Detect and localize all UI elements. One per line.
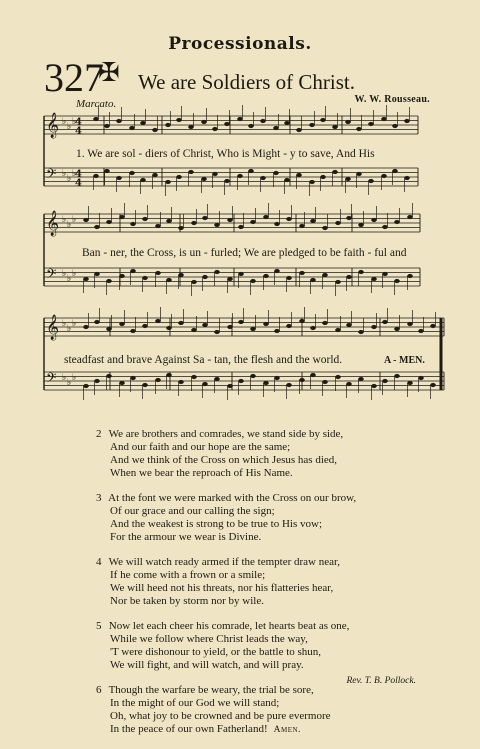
note-head	[345, 120, 350, 124]
note-head	[165, 180, 170, 184]
note-head	[176, 175, 181, 179]
note-head	[404, 119, 409, 123]
verse-line: We will heed not his threats, nor his flatteries hear,	[110, 582, 334, 594]
note-head	[371, 218, 376, 222]
verse-line: If he come with a frown or a smile;	[110, 569, 266, 581]
note-head	[332, 170, 337, 174]
note-head	[346, 382, 351, 386]
note-head	[322, 273, 327, 277]
note-head	[309, 123, 314, 127]
verse-line: We will watch ready armed if the tempter draw near,	[108, 556, 340, 568]
note-head	[332, 125, 337, 129]
flat-sign-icon: ♭	[72, 169, 77, 179]
verse-line: Though the warfare be weary, the trial be sore,	[108, 684, 314, 696]
note-head	[93, 174, 98, 178]
note-head	[178, 321, 183, 325]
note-head	[191, 328, 196, 332]
time-signature: 4	[75, 169, 82, 180]
verse-line: Of our grace and our calling the sign;	[110, 505, 275, 517]
note-head	[202, 382, 207, 386]
note-head	[165, 123, 170, 127]
note-head	[382, 379, 387, 383]
flat-sign-icon: ♭	[67, 174, 72, 184]
note-head	[263, 274, 268, 278]
note-head	[335, 375, 340, 379]
lyric-line-1: 1. We are sol - diers of Christ, Who is Might - y to save, And His	[76, 148, 375, 160]
verse-line: Oh, what joy to be crowned and be pure evermore	[110, 710, 331, 722]
verse-number: 6	[96, 684, 102, 696]
verses	[96, 428, 426, 749]
verse-line: When we bear the reproach of His Name.	[110, 467, 293, 479]
note-head	[296, 128, 301, 132]
bass-clef-icon: 𝄢	[46, 166, 57, 185]
flat-sign-icon: ♭	[67, 274, 72, 284]
note-head	[83, 325, 88, 329]
note-head	[176, 118, 181, 122]
time-signature: 4	[75, 178, 82, 189]
note-head	[358, 377, 363, 381]
note-head	[263, 322, 268, 326]
note-head	[94, 225, 99, 229]
note-head	[201, 177, 206, 181]
note-head	[119, 381, 124, 385]
note-head	[273, 171, 278, 175]
verse-3	[96, 492, 426, 544]
note-head	[381, 174, 386, 178]
flat-sign-icon: ♭	[67, 122, 72, 132]
section-header: Processionals.	[168, 34, 312, 54]
note-head	[104, 124, 109, 128]
note-head	[356, 172, 361, 176]
note-head	[274, 376, 279, 380]
composer-credit: W. W. Rousseau.	[354, 94, 430, 105]
tempo-marking: Marcato.	[76, 98, 117, 110]
note-head	[381, 117, 386, 121]
note-head	[191, 375, 196, 379]
note-head	[418, 329, 423, 333]
note-head	[322, 380, 327, 384]
note-head	[224, 179, 229, 183]
note-head	[237, 174, 242, 178]
flat-sign-icon: ♭	[62, 269, 67, 279]
note-head	[382, 272, 387, 276]
treble-clef-icon: 𝄞	[46, 113, 60, 138]
note-head	[345, 177, 350, 181]
cross-icon: ✠	[98, 58, 120, 88]
note-head	[371, 384, 376, 388]
verse-number: 5	[96, 620, 102, 632]
note-head	[263, 215, 268, 219]
note-head	[394, 220, 399, 224]
note-head	[394, 327, 399, 331]
flat-sign-icon: ♭	[62, 373, 67, 383]
verse-line: And we think of the Cross on which Jesus has died,	[110, 454, 338, 466]
note-head	[191, 221, 196, 225]
flat-sign-icon: ♭	[67, 220, 72, 230]
note-head	[214, 377, 219, 381]
note-head	[322, 226, 327, 230]
note-head	[104, 169, 109, 173]
flat-sign-icon: ♭	[62, 117, 67, 127]
note-head	[248, 124, 253, 128]
note-head	[227, 277, 232, 281]
note-head	[320, 118, 325, 122]
verse-line: We will fight, and will watch, and will pray.	[110, 659, 304, 671]
note-head	[250, 327, 255, 331]
note-head	[394, 279, 399, 283]
lyric-line-2: Ban - ner, the Cross, is un - furled; We are pledged to be faith - ful and	[82, 247, 407, 259]
note-head	[106, 220, 111, 224]
note-head	[130, 329, 135, 333]
note-head	[260, 176, 265, 180]
note-head	[248, 169, 253, 173]
lyric-amen: A - MEN.	[384, 355, 425, 366]
note-head	[368, 179, 373, 183]
note-head	[166, 219, 171, 223]
note-head	[142, 383, 147, 387]
note-head	[155, 271, 160, 275]
verse-number: 2	[96, 428, 102, 440]
note-head	[286, 276, 291, 280]
note-head	[152, 128, 157, 132]
note-head	[404, 176, 409, 180]
note-head	[418, 376, 423, 380]
treble-clef-icon: 𝄞	[46, 211, 60, 236]
note-head	[166, 373, 171, 377]
note-head	[155, 224, 160, 228]
verse-line: 'T were dishonour to yield, or the battle to shun,	[110, 646, 322, 658]
note-head	[212, 172, 217, 176]
note-head	[358, 223, 363, 227]
note-head	[250, 374, 255, 378]
note-head	[201, 120, 206, 124]
note-head	[83, 384, 88, 388]
note-head	[188, 125, 193, 129]
note-head	[286, 217, 291, 221]
note-head	[320, 175, 325, 179]
flat-sign-icon: ♭	[62, 169, 67, 179]
note-head	[227, 218, 232, 222]
note-head	[119, 322, 124, 326]
verse-4	[96, 556, 426, 608]
note-head	[238, 225, 243, 229]
note-head	[368, 122, 373, 126]
time-signature: 4	[75, 117, 82, 128]
note-head	[274, 269, 279, 273]
note-head	[358, 270, 363, 274]
note-head	[116, 119, 121, 123]
note-head	[382, 320, 387, 324]
note-head	[155, 378, 160, 382]
verse-5	[96, 620, 426, 672]
hymn-number: 327	[44, 55, 104, 100]
verse-number: 3	[96, 492, 102, 504]
note-head	[284, 121, 289, 125]
note-head	[238, 379, 243, 383]
note-head	[106, 374, 111, 378]
note-head	[286, 383, 291, 387]
flat-sign-icon: ♭	[72, 215, 77, 225]
note-head	[260, 119, 265, 123]
note-head	[130, 222, 135, 226]
note-head	[94, 379, 99, 383]
verse-2	[96, 428, 426, 480]
note-head	[238, 320, 243, 324]
note-head	[407, 215, 412, 219]
note-head	[93, 117, 98, 121]
note-head	[346, 323, 351, 327]
verse-number: 4	[96, 556, 102, 568]
flat-sign-icon: ♭	[62, 215, 67, 225]
flat-sign-icon: ♭	[72, 319, 77, 329]
verse-line: In the might of our God we will stand;	[110, 697, 280, 709]
note-head	[142, 217, 147, 221]
flat-sign-icon: ♭	[67, 324, 72, 334]
verse-line: For the armour we wear is Divine.	[110, 531, 262, 543]
flat-sign-icon: ♭	[62, 319, 67, 329]
note-head	[382, 225, 387, 229]
verse-line: At the font we were marked with the Cross on our brow,	[108, 492, 357, 504]
note-head	[202, 323, 207, 327]
note-head	[152, 173, 157, 177]
note-head	[142, 324, 147, 328]
note-head	[346, 216, 351, 220]
flat-sign-icon: ♭	[72, 373, 77, 383]
hymn-title: We are Soldiers of Christ.	[138, 70, 356, 94]
flat-sign-icon: ♭	[72, 117, 77, 127]
note-head	[116, 176, 121, 180]
note-head	[296, 173, 301, 177]
verse-line: And our faith and our hope are the same;	[110, 441, 291, 453]
note-head	[309, 180, 314, 184]
note-head	[106, 327, 111, 331]
note-head	[273, 126, 278, 130]
verse-line: Now let each cheer his comrade, let hearts beat as one,	[108, 620, 350, 632]
note-head	[407, 322, 412, 326]
note-head	[83, 218, 88, 222]
note-head	[94, 320, 99, 324]
note-head	[214, 330, 219, 334]
verse-line: And the weakest is strong to be true to His vow;	[110, 518, 323, 530]
note-head	[284, 178, 289, 182]
note-head	[237, 117, 242, 121]
note-head	[274, 222, 279, 226]
note-head	[178, 226, 183, 230]
note-head	[142, 276, 147, 280]
note-head	[212, 127, 217, 131]
verse-line: We are brothers and comrades, we stand side by side,	[108, 428, 344, 440]
note-head	[310, 373, 315, 377]
note-head	[188, 170, 193, 174]
note-head	[322, 321, 327, 325]
note-head	[191, 280, 196, 284]
note-head	[356, 127, 361, 131]
note-head	[238, 272, 243, 276]
note-head	[106, 279, 111, 283]
note-head	[392, 169, 397, 173]
flat-sign-icon: ♭	[67, 378, 72, 388]
note-head	[129, 126, 134, 130]
note-head	[129, 171, 134, 175]
note-head	[202, 216, 207, 220]
note-head	[430, 383, 435, 387]
note-head	[214, 270, 219, 274]
note-head	[166, 278, 171, 282]
verse-line: Nor be taken by storm nor by wile.	[110, 595, 264, 607]
note-head	[140, 121, 145, 125]
note-head	[178, 380, 183, 384]
note-head	[94, 272, 99, 276]
note-head	[130, 376, 135, 380]
note-head	[299, 224, 304, 228]
note-head	[407, 274, 412, 278]
note-head	[335, 280, 340, 284]
note-head	[430, 324, 435, 328]
note-head	[250, 279, 255, 283]
note-head	[140, 178, 145, 182]
note-head	[310, 278, 315, 282]
note-head	[130, 269, 135, 273]
note-head	[407, 381, 412, 385]
note-head	[214, 223, 219, 227]
note-head	[166, 326, 171, 330]
bass-clef-icon: 𝄢	[46, 370, 57, 389]
note-head	[178, 273, 183, 277]
verse-6	[96, 684, 426, 737]
note-head	[310, 326, 315, 330]
bass-clef-icon: 𝄢	[46, 266, 57, 285]
note-head	[250, 220, 255, 224]
note-head	[371, 277, 376, 281]
note-head	[358, 330, 363, 334]
treble-clef-icon: 𝄞	[46, 315, 60, 340]
note-head	[392, 124, 397, 128]
note-head	[335, 328, 340, 332]
verse-line: While we follow where Christ leads the way,	[110, 633, 308, 645]
note-head	[224, 122, 229, 126]
lyric-line-3: steadfast and brave Against Sa - tan, the flesh and the world.	[64, 354, 343, 366]
note-head	[263, 381, 268, 385]
note-head	[202, 275, 207, 279]
note-head	[83, 277, 88, 281]
note-head	[274, 329, 279, 333]
verse-line: In the peace of our own Fatherland!	[110, 723, 268, 735]
verse-amen: Amen.	[273, 725, 301, 735]
note-head	[371, 325, 376, 329]
flat-sign-icon: ♭	[72, 269, 77, 279]
note-head	[335, 221, 340, 225]
note-head	[299, 271, 304, 275]
time-signature: 4	[75, 126, 82, 137]
note-head	[155, 319, 160, 323]
note-head	[310, 219, 315, 223]
note-head	[346, 275, 351, 279]
note-head	[286, 324, 291, 328]
note-head	[394, 374, 399, 378]
author-credit: Rev. T. B. Pollock.	[346, 676, 416, 686]
